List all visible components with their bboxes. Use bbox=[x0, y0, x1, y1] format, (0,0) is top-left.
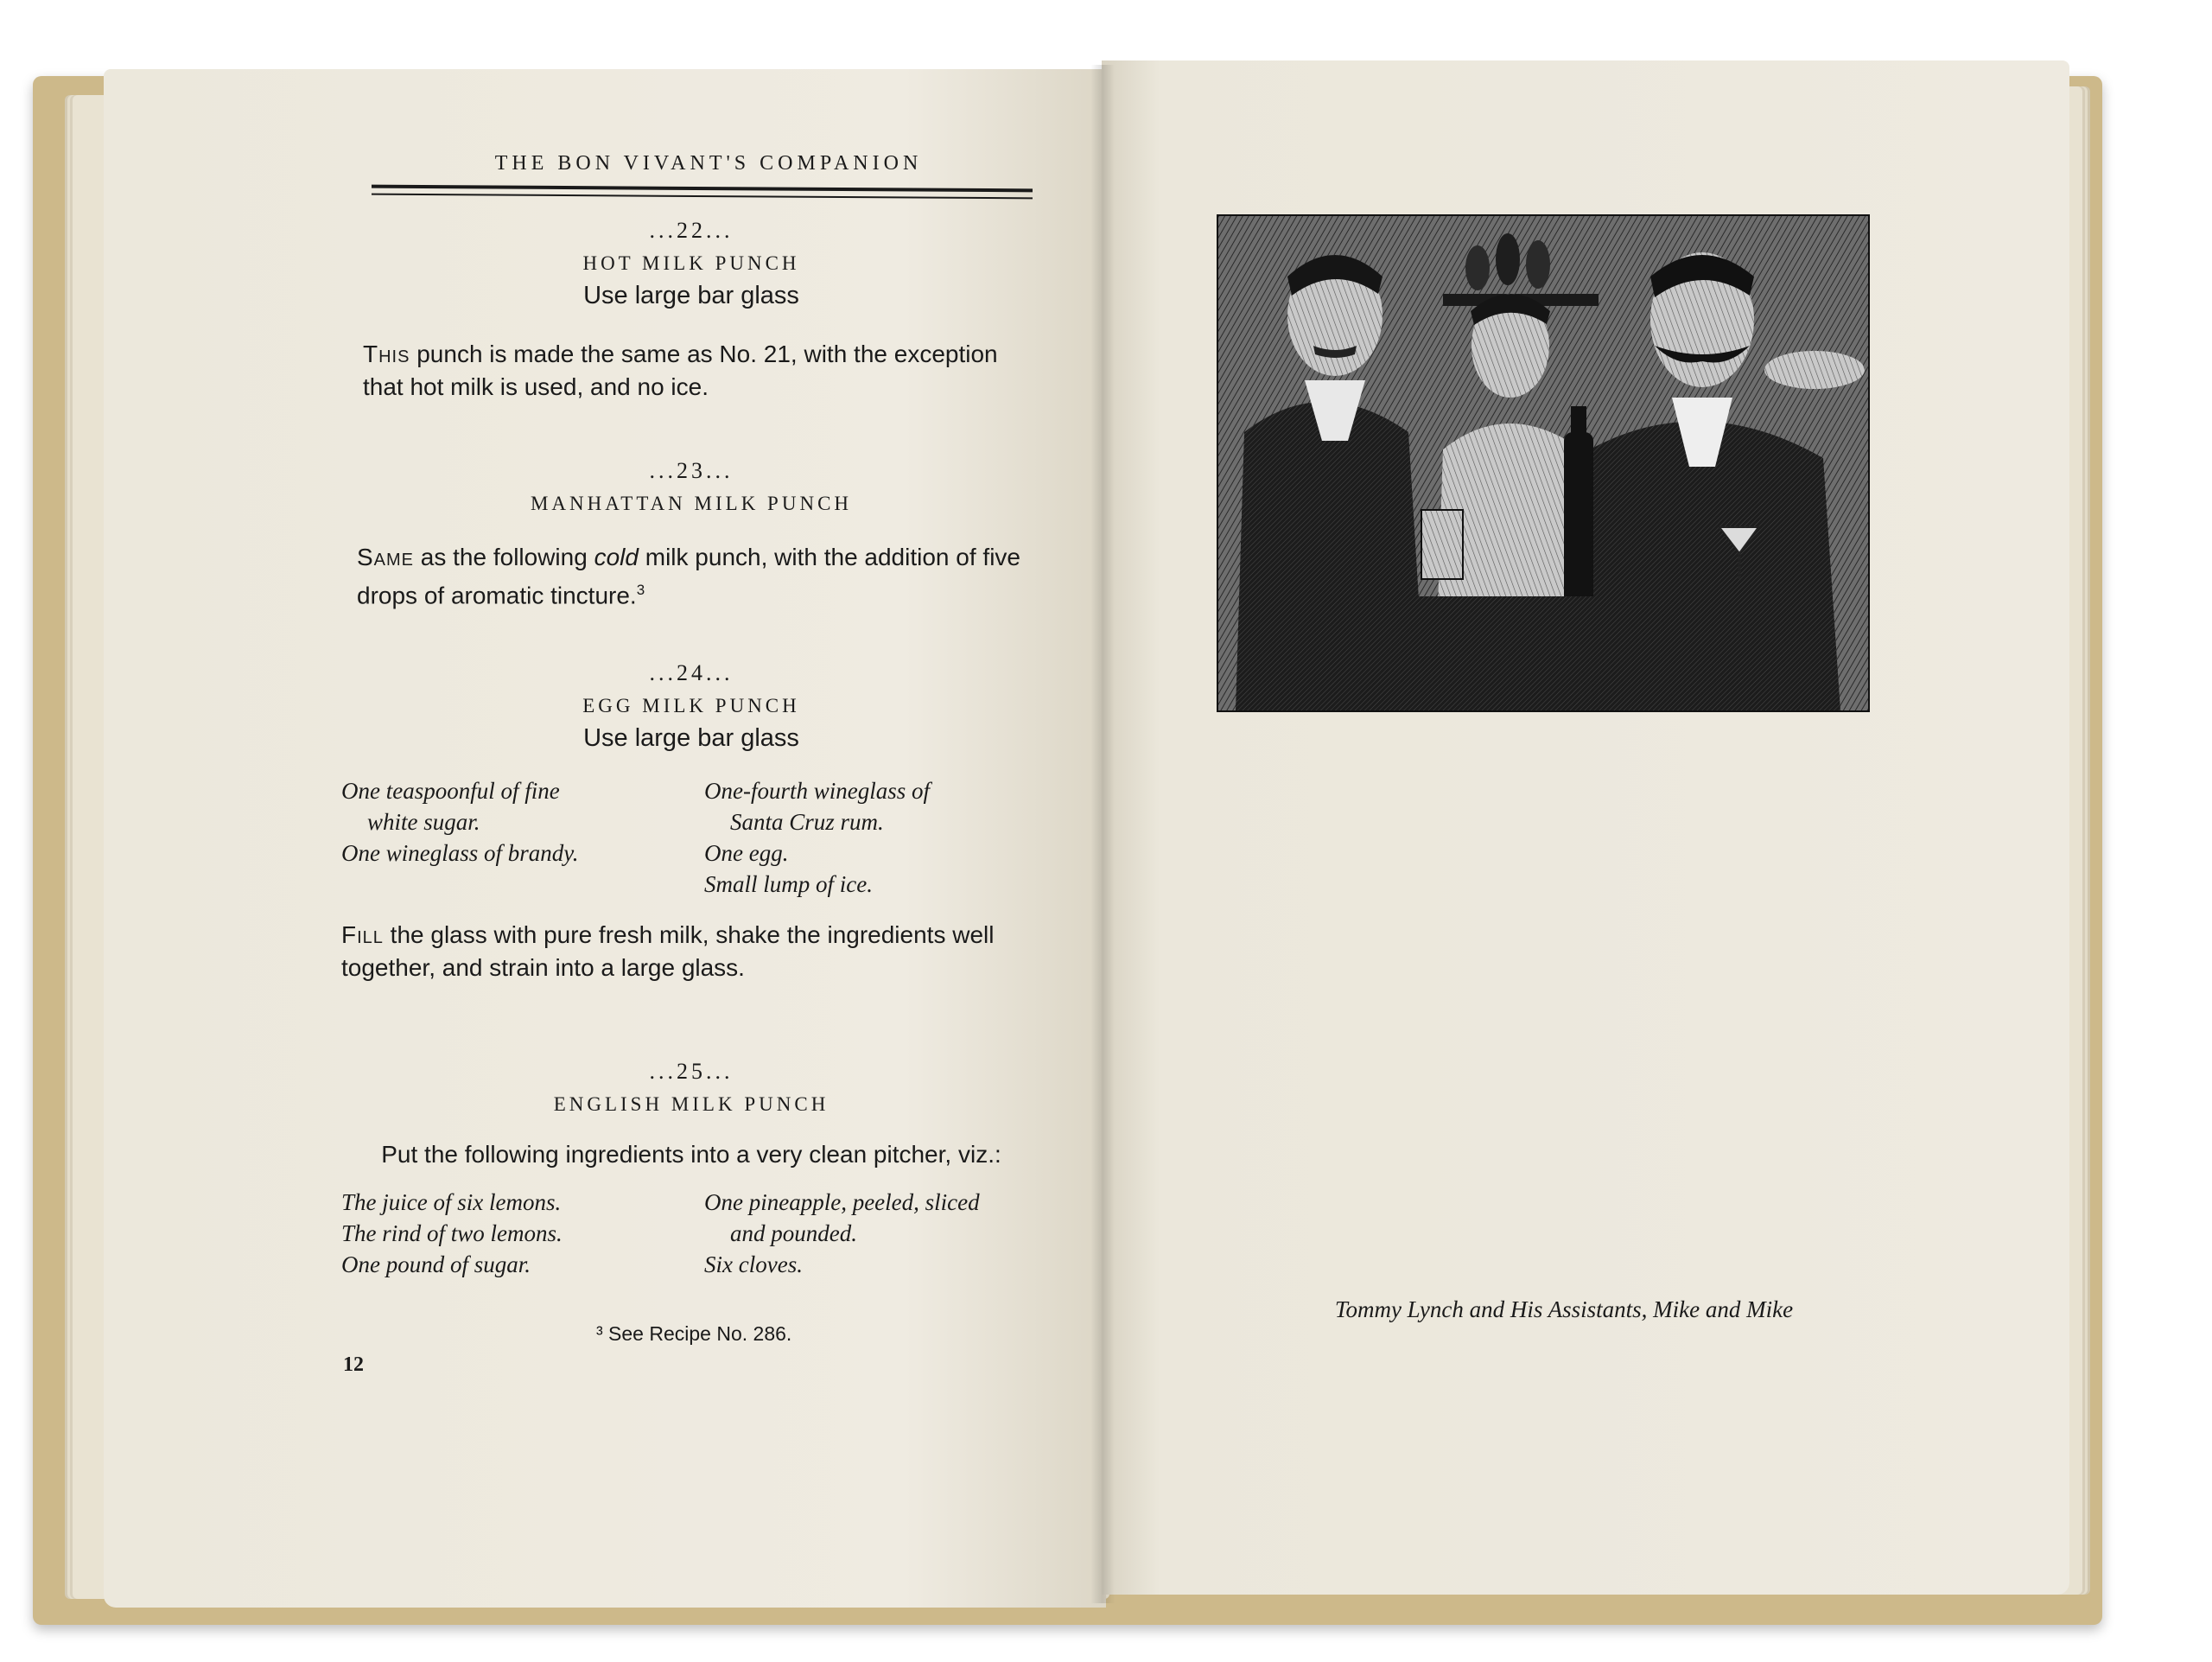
ingredient-line: The rind of two lemons. bbox=[341, 1220, 563, 1246]
ingredient-line: The juice of six lemons. bbox=[341, 1189, 562, 1215]
ingredient-columns bbox=[341, 775, 1041, 900]
recipe-number: ...23... bbox=[649, 458, 734, 483]
ingredients-right bbox=[704, 1187, 1041, 1280]
recipe-25 bbox=[341, 1059, 1041, 1280]
recipe-subtitle: Use large bar glass bbox=[583, 282, 799, 309]
ingredients-left bbox=[341, 775, 678, 900]
page-number: 12 bbox=[343, 1353, 364, 1376]
ingredient-line: One wineglass of brandy. bbox=[341, 840, 579, 866]
engraving-illustration bbox=[1217, 214, 1870, 712]
recipe-body: punch is made the same as No. 21, with the exception that hot milk is used, and no ice. bbox=[363, 341, 998, 400]
illustration-caption: Tommy Lynch and His Assistants, Mike and Mike bbox=[1334, 1296, 1794, 1322]
ingredients-left bbox=[341, 1187, 678, 1280]
recipe-lead-word: Same bbox=[357, 544, 415, 570]
recipe-22 bbox=[341, 218, 1041, 404]
recipe-text bbox=[341, 541, 1041, 612]
ingredient-line: and pounded. bbox=[730, 1220, 857, 1246]
footnote-mark: 3 bbox=[636, 582, 645, 598]
recipe-body: the glass with pure fresh milk, shake the ingredients well together, and strain into a large glass. bbox=[341, 921, 995, 981]
recipe-subtitle: Use large bar glass bbox=[583, 724, 799, 752]
ingredient-line: One teaspoonful of fine bbox=[341, 778, 560, 804]
recipe-lead-word: Fill bbox=[341, 921, 384, 948]
ingredients-right bbox=[704, 775, 1041, 900]
ingredient-line: Six cloves. bbox=[704, 1251, 803, 1277]
recipe-title: HOT MILK PUNCH bbox=[582, 252, 800, 274]
ingredient-line: One-fourth wineglass of bbox=[704, 778, 930, 804]
recipe-24 bbox=[341, 660, 1041, 984]
ingredient-line: Santa Cruz rum. bbox=[730, 809, 884, 835]
running-head: THE BON VIVANT'S COMPANION bbox=[494, 152, 923, 175]
ingredient-columns bbox=[341, 1187, 1041, 1280]
recipe-title: ENGLISH MILK PUNCH bbox=[553, 1093, 830, 1115]
ingredient-line: Small lump of ice. bbox=[704, 871, 873, 897]
ingredient-line: One egg. bbox=[704, 840, 789, 866]
recipe-number: ...24... bbox=[649, 660, 734, 685]
recipe-text bbox=[341, 919, 1041, 984]
recipe-number: ...22... bbox=[649, 218, 734, 243]
recipe-lead-word: This bbox=[363, 341, 410, 367]
recipe-body-post: milk punch, with the addition of five drops of aromatic tincture. bbox=[357, 544, 1020, 609]
footnote: ³ See Recipe No. 286. bbox=[596, 1322, 792, 1345]
recipe-intro: Put the following ingredients into a very clean pitcher, viz.: bbox=[381, 1141, 1001, 1168]
ingredient-line: One pound of sugar. bbox=[341, 1251, 531, 1277]
recipe-number: ...25... bbox=[649, 1059, 734, 1084]
recipe-body-pre: as the following bbox=[414, 544, 594, 570]
book-gutter bbox=[1090, 65, 1115, 1603]
recipe-23 bbox=[341, 458, 1041, 612]
engraving-image bbox=[1218, 216, 1868, 710]
ingredient-line: white sugar. bbox=[367, 809, 480, 835]
recipe-title: EGG MILK PUNCH bbox=[582, 695, 800, 716]
recipe-text bbox=[341, 338, 1041, 404]
ingredient-line: One pineapple, peeled, sliced bbox=[704, 1189, 980, 1215]
recipe-title: MANHATTAN MILK PUNCH bbox=[530, 493, 853, 514]
recipe-body-italic: cold bbox=[594, 544, 639, 570]
